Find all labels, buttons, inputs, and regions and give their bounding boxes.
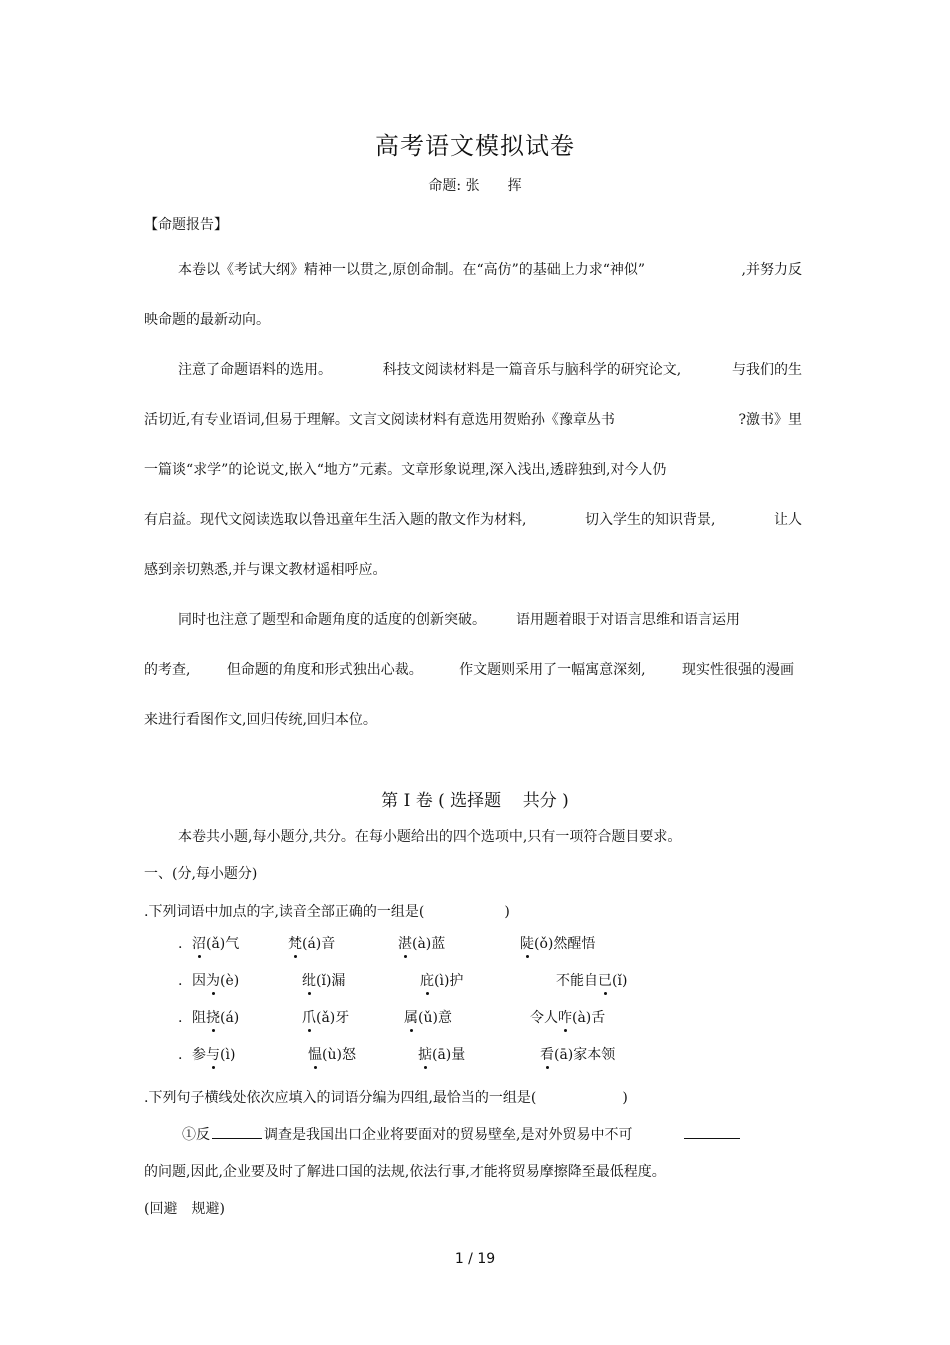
report-line: 映命题的最新动向。 <box>144 312 270 328</box>
report-line: 来进行看图作文,回归传统,回归本位。 <box>144 712 377 728</box>
question-2-word-options: (回避 规避) <box>144 1201 225 1217</box>
report-line: 感到亲切熟悉,并与课文教材遥相呼应。 <box>144 562 387 578</box>
question-1-option: . 阻挠(á) 爪(ǎ)牙 属(ǔ)意 令人咋(à)舌 <box>178 1007 605 1027</box>
report-line: 注意了命题语料的选用。 科技文阅读材料是一篇音乐与脑科学的研究论文, 与我们的生 <box>178 362 802 378</box>
author-label: 命题: <box>428 178 462 194</box>
fill-blank[interactable] <box>684 1124 740 1139</box>
question-1-option: . 沼(ǎ)气 梵(á)音 湛(à)蓝 陡(ǒ)然醒悟 <box>178 933 595 953</box>
question-2-sentence: ①反 调查是我国出口企业将要面对的贸易壁垒,是对外贸易中不可 <box>182 1124 740 1144</box>
report-line: 有启益。现代文阅读选取以鲁迅童年生活入题的散文作为材料, 切入学生的知识背景, 让人 <box>144 512 802 528</box>
section-intro: 本卷共小题,每小题分,共分。在每小题给出的四个选项中,只有一项符合题目要求。 <box>178 829 682 845</box>
report-line: 一篇谈“求学”的论说文,嵌入“地方”元素。文章形象说理,深入浅出,透辟独到,对今人仍 <box>144 462 667 478</box>
question-2-sentence-cont: 的问题,因此,企业要及时了解进口国的法规,依法行事,才能将贸易摩擦降至最低程度。 <box>144 1164 666 1180</box>
report-line: 活切近,有专业语词,但易于理解。文言文阅读材料有意选用贺贻孙《豫章丛书 ?激书》里 <box>144 412 802 428</box>
question-2-stem: .下列句子横线处依次应填入的词语分编为四组,最恰当的一组是( ) <box>144 1090 628 1106</box>
report-heading: 【命题报告】 <box>144 217 228 233</box>
question-1-option: . 参与(ì) 愠(ù)怒 掂(ā)量 看(ā)家本领 <box>178 1044 615 1064</box>
section-title: 第 I 卷 ( 选择题 共分 ) <box>381 791 569 811</box>
report-line: 同时也注意了题型和命题角度的适度的创新突破。 语用题着眼于对语言思维和语言运用 <box>178 612 740 628</box>
author-line <box>0 175 950 195</box>
author-name-second: 挥 <box>507 178 522 194</box>
question-1-stem: .下列词语中加点的字,读音全部正确的一组是( ) <box>144 904 510 920</box>
report-line: 本卷以《考试大纲》精神一以贯之,原创命制。在“高仿”的基础上力求“神似” ,并努力反 <box>178 262 802 278</box>
page-title: 高考语文模拟试卷 <box>375 132 575 160</box>
report-line: 的考查, 但命题的角度和形式独出心裁。 作文题则采用了一幅寓意深刻, 现实性很强的漫画 <box>144 662 794 678</box>
author-name-first: 张 <box>465 178 480 194</box>
question-1-option: . 因为(è) 纰(ǐ)漏 庇(ì)护 不能自已(ǐ) <box>178 970 627 990</box>
part-heading: 一、(分,每小题分) <box>144 866 258 882</box>
page-number: 1 / 19 <box>454 1251 496 1267</box>
fill-blank[interactable] <box>212 1124 262 1139</box>
